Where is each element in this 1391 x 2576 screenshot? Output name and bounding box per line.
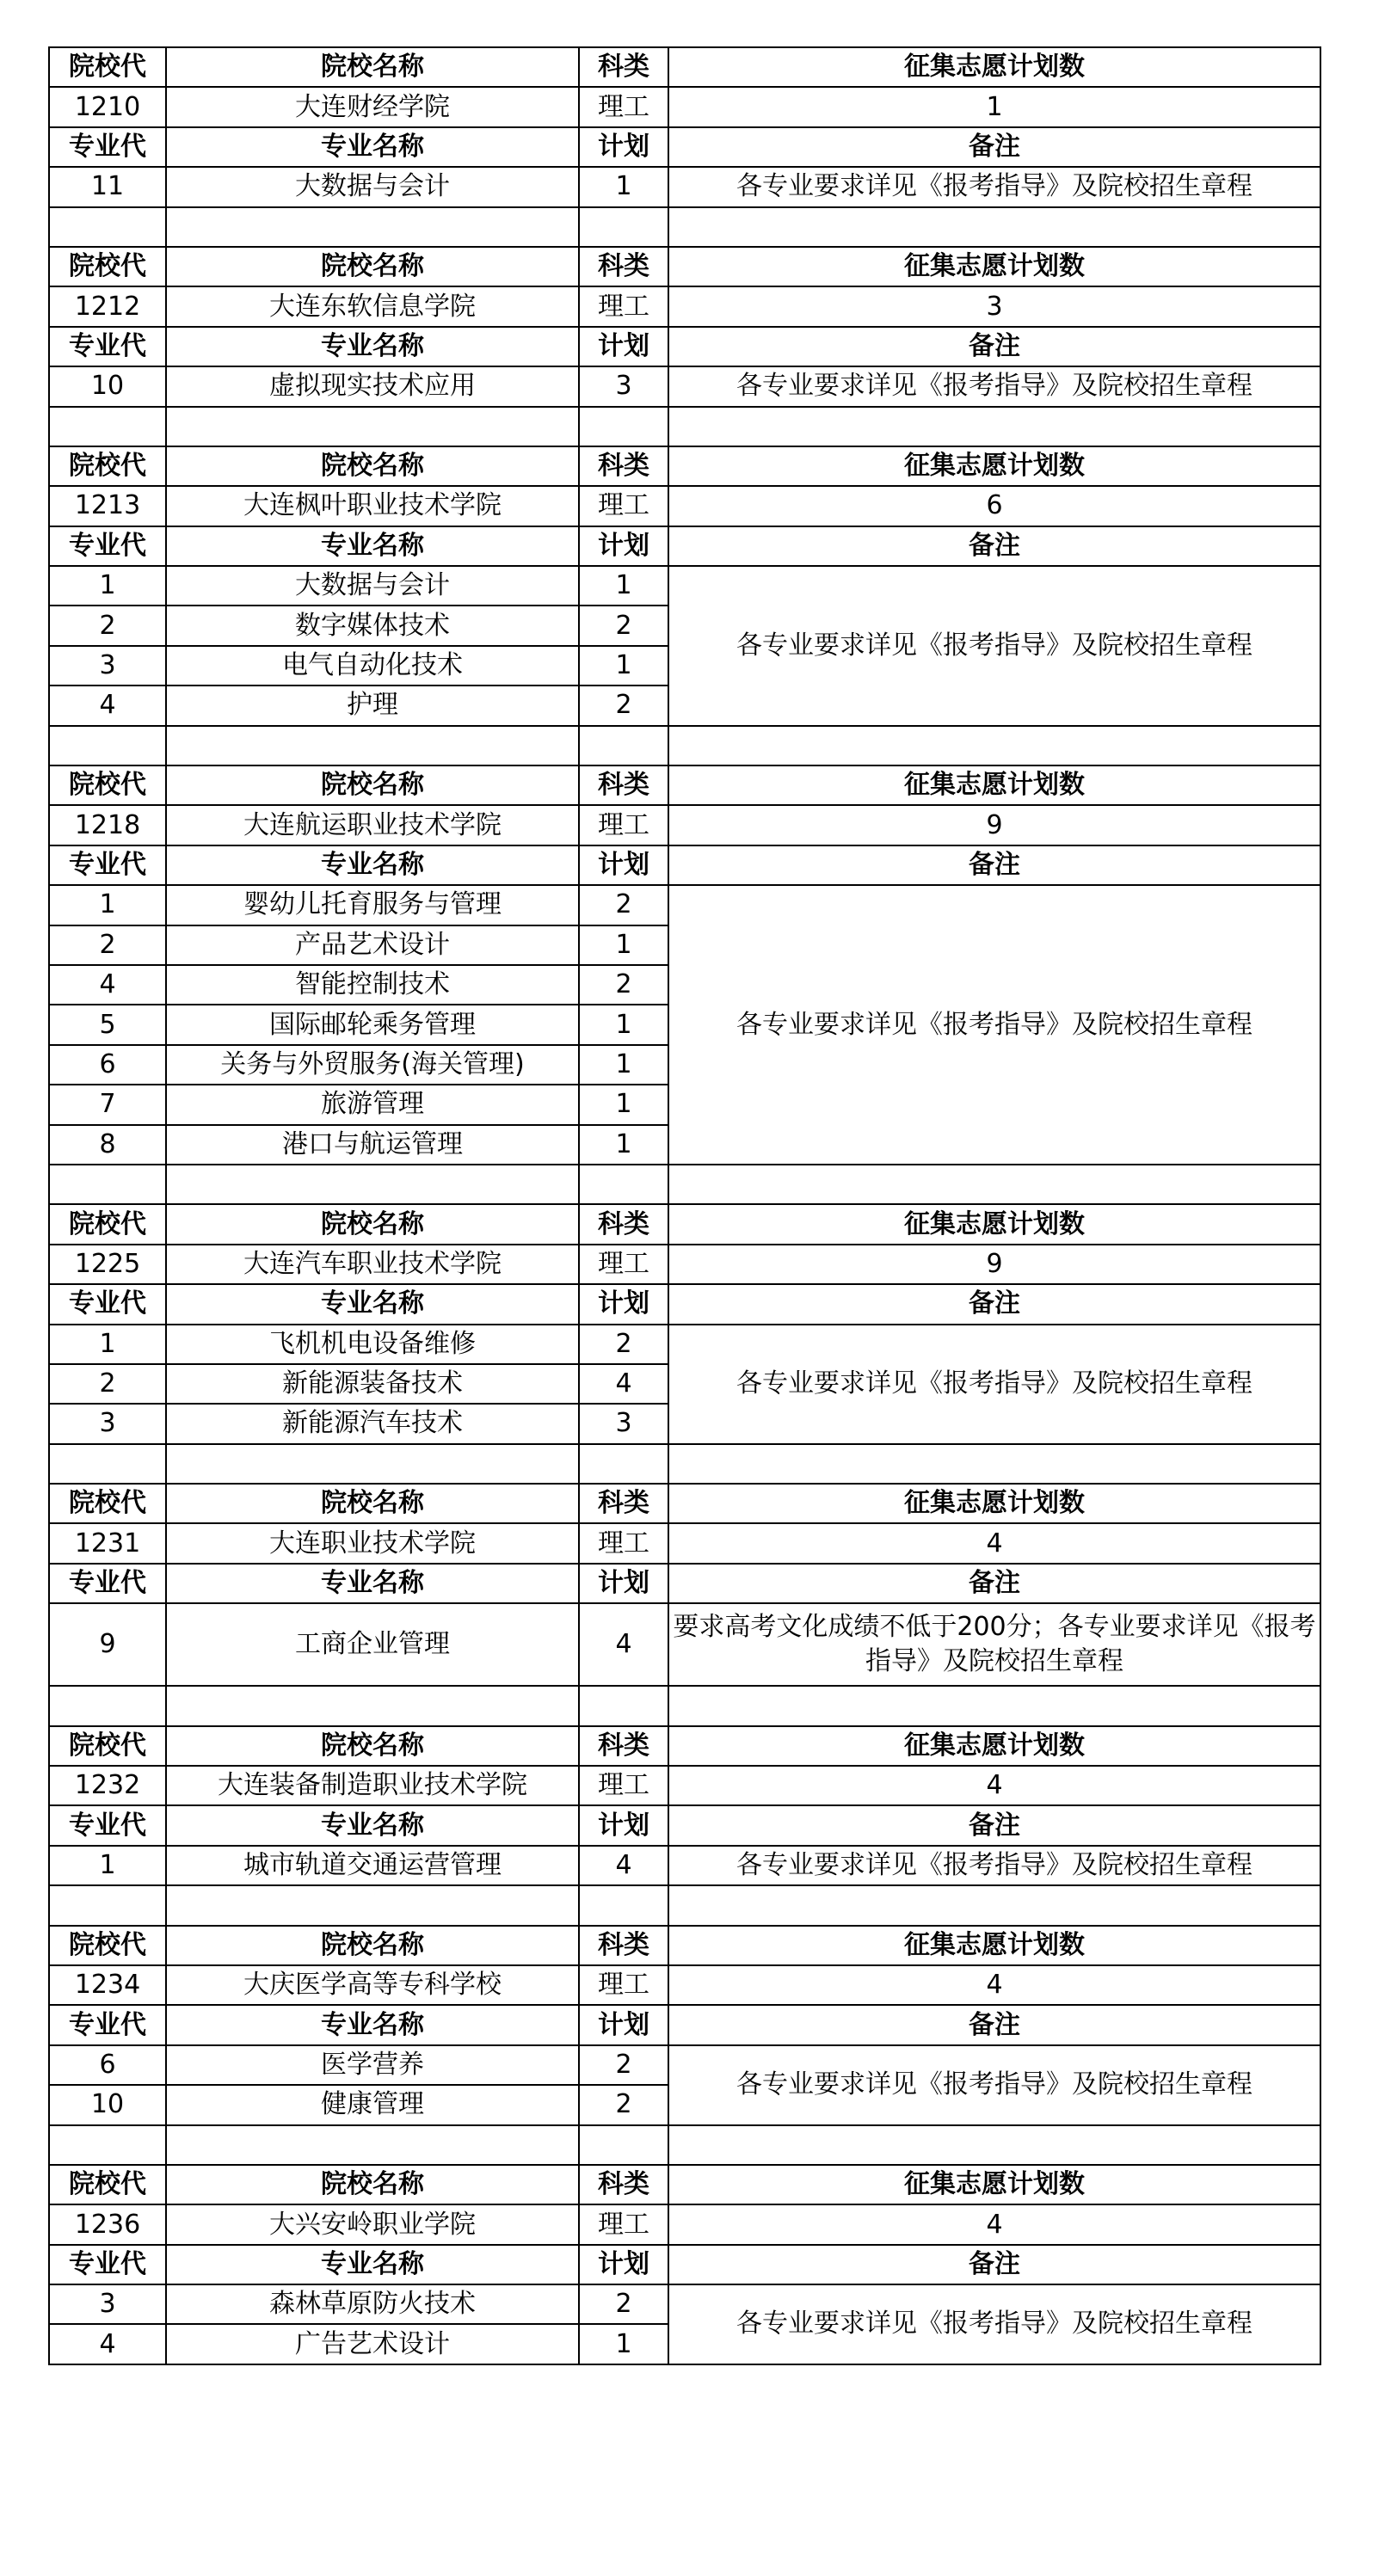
major-row	[49, 366, 1320, 406]
remarks-cell: 各专业要求详见《报考指导》及院校招生章程	[668, 1325, 1320, 1444]
major-plan: 4	[579, 1846, 668, 1885]
major-name: 智能控制技术	[166, 965, 579, 1005]
remarks-cell: 各专业要求详见《报考指导》及院校招生章程	[668, 1846, 1320, 1885]
school-code-header: 院校代	[49, 2165, 166, 2204]
school-category: 理工	[579, 286, 668, 326]
major-name: 婴幼儿托育服务与管理	[166, 885, 579, 925]
school-code: 1213	[49, 486, 166, 526]
plan-header: 计划	[579, 2005, 668, 2044]
remarks-header: 备注	[668, 2245, 1320, 2284]
school-category: 理工	[579, 1965, 668, 2005]
major-code: 2	[49, 1364, 166, 1404]
major-code: 3	[49, 646, 166, 685]
spacer-cell	[49, 1686, 166, 1725]
school-name: 大连职业技术学院	[166, 1523, 579, 1563]
school-code-header: 院校代	[49, 1204, 166, 1244]
major-code: 7	[49, 1085, 166, 1124]
spacer-cell	[668, 2125, 1320, 2165]
major-plan: 1	[579, 167, 668, 206]
category-header: 科类	[579, 1204, 668, 1244]
spacer-cell	[49, 207, 166, 247]
plan-count-header: 征集志愿计划数	[668, 1926, 1320, 1965]
school-name: 大兴安岭职业学院	[166, 2204, 579, 2244]
major-code: 4	[49, 965, 166, 1005]
major-plan: 2	[579, 2284, 668, 2324]
plan-header: 计划	[579, 2245, 668, 2284]
major-code: 4	[49, 2324, 166, 2364]
school-code: 1218	[49, 805, 166, 845]
major-name: 飞机机电设备维修	[166, 1325, 579, 1364]
spacer-cell	[668, 407, 1320, 446]
school-name: 大连财经学院	[166, 87, 579, 126]
major-name: 工商企业管理	[166, 1603, 579, 1686]
remarks-header: 备注	[668, 1284, 1320, 1324]
spacer-row	[49, 1686, 1320, 1725]
major-code: 6	[49, 1045, 166, 1085]
school-header-row	[49, 765, 1320, 805]
major-plan: 4	[579, 1364, 668, 1404]
plan-count-header: 征集志愿计划数	[668, 1484, 1320, 1523]
spacer-cell	[166, 1686, 579, 1725]
school-category: 理工	[579, 1766, 668, 1805]
major-code: 1	[49, 1325, 166, 1364]
plan-count-header: 征集志愿计划数	[668, 1204, 1320, 1244]
major-name-header: 专业名称	[166, 1564, 579, 1603]
school-code: 1232	[49, 1766, 166, 1805]
major-row	[49, 2045, 1320, 2085]
spacer-cell	[579, 1165, 668, 1204]
school-name: 大连枫叶职业技术学院	[166, 486, 579, 526]
plan-header: 计划	[579, 1284, 668, 1324]
school-plan-total: 4	[668, 2204, 1320, 2244]
major-name: 新能源汽车技术	[166, 1404, 579, 1443]
spacer-cell	[668, 726, 1320, 765]
school-code: 1210	[49, 87, 166, 126]
major-name-header: 专业名称	[166, 127, 579, 167]
major-name: 虚拟现实技术应用	[166, 366, 579, 406]
major-plan: 2	[579, 2045, 668, 2085]
spacer-cell	[579, 207, 668, 247]
school-category: 理工	[579, 1245, 668, 1284]
school-name-header: 院校名称	[166, 1926, 579, 1965]
plan-count-header: 征集志愿计划数	[668, 1726, 1320, 1766]
admission-plan-table	[48, 46, 1321, 2365]
school-info-row	[49, 1245, 1320, 1284]
spacer-row	[49, 726, 1320, 765]
major-code: 3	[49, 2284, 166, 2324]
major-name-header: 专业名称	[166, 1284, 579, 1324]
plan-count-header: 征集志愿计划数	[668, 2165, 1320, 2204]
remarks-cell: 各专业要求详见《报考指导》及院校招生章程	[668, 885, 1320, 1165]
major-code-header: 专业代	[49, 127, 166, 167]
school-plan-total: 4	[668, 1965, 1320, 2005]
school-header-row	[49, 1726, 1320, 1766]
school-category: 理工	[579, 805, 668, 845]
major-name: 新能源装备技术	[166, 1364, 579, 1404]
major-header-row	[49, 1805, 1320, 1845]
major-name-header: 专业名称	[166, 327, 579, 366]
major-row	[49, 1325, 1320, 1364]
major-row	[49, 885, 1320, 925]
spacer-cell	[49, 2125, 166, 2165]
major-plan: 3	[579, 366, 668, 406]
school-code: 1234	[49, 1965, 166, 2005]
school-category: 理工	[579, 87, 668, 126]
spacer-cell	[49, 726, 166, 765]
major-code: 3	[49, 1404, 166, 1443]
major-plan: 2	[579, 885, 668, 925]
category-header: 科类	[579, 1926, 668, 1965]
remarks-cell: 各专业要求详见《报考指导》及院校招生章程	[668, 2284, 1320, 2364]
table-body	[49, 47, 1320, 2364]
major-code-header: 专业代	[49, 1805, 166, 1845]
school-info-row	[49, 286, 1320, 326]
category-header: 科类	[579, 1726, 668, 1766]
category-header: 科类	[579, 47, 668, 87]
major-header-row	[49, 1284, 1320, 1324]
school-header-row	[49, 47, 1320, 87]
major-code-header: 专业代	[49, 526, 166, 566]
major-row	[49, 167, 1320, 206]
school-info-row	[49, 1523, 1320, 1563]
major-name: 护理	[166, 685, 579, 725]
school-name-header: 院校名称	[166, 1484, 579, 1523]
major-name: 数字媒体技术	[166, 606, 579, 645]
major-name-header: 专业名称	[166, 1805, 579, 1845]
major-header-row	[49, 2245, 1320, 2284]
major-plan: 1	[579, 1045, 668, 1085]
school-plan-total: 3	[668, 286, 1320, 326]
major-code: 2	[49, 925, 166, 965]
spacer-cell	[166, 726, 579, 765]
major-plan: 3	[579, 1404, 668, 1443]
school-code: 1225	[49, 1245, 166, 1284]
major-name: 国际邮轮乘务管理	[166, 1005, 579, 1044]
major-name: 港口与航运管理	[166, 1125, 579, 1165]
category-header: 科类	[579, 765, 668, 805]
major-header-row	[49, 845, 1320, 885]
plan-header: 计划	[579, 1564, 668, 1603]
remarks-header: 备注	[668, 1564, 1320, 1603]
major-code: 4	[49, 685, 166, 725]
spacer-cell	[166, 2125, 579, 2165]
remarks-header: 备注	[668, 526, 1320, 566]
major-plan: 2	[579, 965, 668, 1005]
major-name: 产品艺术设计	[166, 925, 579, 965]
major-header-row	[49, 327, 1320, 366]
spacer-cell	[668, 1686, 1320, 1725]
major-code: 1	[49, 885, 166, 925]
major-name-header: 专业名称	[166, 2245, 579, 2284]
school-name-header: 院校名称	[166, 47, 579, 87]
school-name: 大连汽车职业技术学院	[166, 1245, 579, 1284]
major-code: 5	[49, 1005, 166, 1044]
spacer-cell	[49, 1444, 166, 1484]
major-plan: 1	[579, 1125, 668, 1165]
major-plan: 1	[579, 566, 668, 606]
spacer-row	[49, 207, 1320, 247]
major-plan: 1	[579, 1085, 668, 1124]
category-header: 科类	[579, 1484, 668, 1523]
school-plan-total: 9	[668, 805, 1320, 845]
plan-header: 计划	[579, 1805, 668, 1845]
spacer-cell	[668, 1165, 1320, 1204]
spacer-row	[49, 1444, 1320, 1484]
school-plan-total: 4	[668, 1766, 1320, 1805]
school-header-row	[49, 247, 1320, 286]
spacer-cell	[49, 1165, 166, 1204]
school-code: 1212	[49, 286, 166, 326]
major-code-header: 专业代	[49, 1284, 166, 1324]
major-name-header: 专业名称	[166, 845, 579, 885]
school-code-header: 院校代	[49, 247, 166, 286]
major-name: 电气自动化技术	[166, 646, 579, 685]
spacer-cell	[668, 207, 1320, 247]
spacer-cell	[166, 207, 579, 247]
major-code-header: 专业代	[49, 327, 166, 366]
major-row	[49, 1603, 1320, 1686]
major-code-header: 专业代	[49, 845, 166, 885]
spacer-cell	[49, 1885, 166, 1925]
major-plan: 1	[579, 2324, 668, 2364]
major-code: 2	[49, 606, 166, 645]
plan-count-header: 征集志愿计划数	[668, 765, 1320, 805]
major-code-header: 专业代	[49, 2245, 166, 2284]
major-name: 关务与外贸服务(海关管理)	[166, 1045, 579, 1085]
remarks-cell: 各专业要求详见《报考指导》及院校招生章程	[668, 566, 1320, 726]
remarks-header: 备注	[668, 327, 1320, 366]
major-header-row	[49, 1564, 1320, 1603]
major-name: 医学营养	[166, 2045, 579, 2085]
spacer-cell	[166, 1165, 579, 1204]
spacer-cell	[668, 1885, 1320, 1925]
school-code-header: 院校代	[49, 47, 166, 87]
spacer-cell	[579, 1444, 668, 1484]
major-plan: 2	[579, 1325, 668, 1364]
plan-count-header: 征集志愿计划数	[668, 446, 1320, 486]
school-plan-total: 1	[668, 87, 1320, 126]
school-info-row	[49, 486, 1320, 526]
spacer-cell	[166, 407, 579, 446]
spacer-cell	[166, 1444, 579, 1484]
plan-count-header: 征集志愿计划数	[668, 47, 1320, 87]
major-name: 大数据与会计	[166, 566, 579, 606]
school-info-row	[49, 87, 1320, 126]
major-header-row	[49, 127, 1320, 167]
major-code: 1	[49, 566, 166, 606]
major-code: 9	[49, 1603, 166, 1686]
school-code-header: 院校代	[49, 446, 166, 486]
plan-header: 计划	[579, 526, 668, 566]
school-category: 理工	[579, 2204, 668, 2244]
school-header-row	[49, 2165, 1320, 2204]
school-plan-total: 6	[668, 486, 1320, 526]
major-plan: 1	[579, 1005, 668, 1044]
major-header-row	[49, 2005, 1320, 2044]
school-header-row	[49, 1204, 1320, 1244]
major-plan: 1	[579, 925, 668, 965]
remarks-header: 备注	[668, 127, 1320, 167]
spacer-cell	[166, 1885, 579, 1925]
spacer-cell	[49, 407, 166, 446]
school-name: 大庆医学高等专科学校	[166, 1965, 579, 2005]
major-code-header: 专业代	[49, 1564, 166, 1603]
spacer-row	[49, 1885, 1320, 1925]
school-name: 大连航运职业技术学院	[166, 805, 579, 845]
spacer-cell	[579, 407, 668, 446]
major-row	[49, 2284, 1320, 2324]
remarks-cell: 要求高考文化成绩不低于200分；各专业要求详见《报考指导》及院校招生章程	[668, 1603, 1320, 1686]
major-code: 1	[49, 1846, 166, 1885]
remarks-header: 备注	[668, 845, 1320, 885]
major-name: 大数据与会计	[166, 167, 579, 206]
school-category: 理工	[579, 486, 668, 526]
major-code: 6	[49, 2045, 166, 2085]
major-plan: 2	[579, 2085, 668, 2124]
spacer-cell	[668, 1444, 1320, 1484]
school-code-header: 院校代	[49, 1484, 166, 1523]
major-plan: 2	[579, 606, 668, 645]
spacer-row	[49, 407, 1320, 446]
school-plan-total: 9	[668, 1245, 1320, 1284]
remarks-cell: 各专业要求详见《报考指导》及院校招生章程	[668, 2045, 1320, 2125]
major-name: 森林草原防火技术	[166, 2284, 579, 2324]
spacer-row	[49, 2125, 1320, 2165]
major-name-header: 专业名称	[166, 2005, 579, 2044]
category-header: 科类	[579, 2165, 668, 2204]
school-name-header: 院校名称	[166, 2165, 579, 2204]
major-plan: 1	[579, 646, 668, 685]
major-row	[49, 1846, 1320, 1885]
major-name-header: 专业名称	[166, 526, 579, 566]
category-header: 科类	[579, 247, 668, 286]
major-name: 城市轨道交通运营管理	[166, 1846, 579, 1885]
major-name: 旅游管理	[166, 1085, 579, 1124]
remarks-header: 备注	[668, 2005, 1320, 2044]
major-name: 广告艺术设计	[166, 2324, 579, 2364]
plan-header: 计划	[579, 327, 668, 366]
school-code-header: 院校代	[49, 1726, 166, 1766]
major-code: 10	[49, 366, 166, 406]
school-code: 1236	[49, 2204, 166, 2244]
major-code: 10	[49, 2085, 166, 2124]
school-name-header: 院校名称	[166, 1204, 579, 1244]
school-info-row	[49, 1965, 1320, 2005]
major-plan: 4	[579, 1603, 668, 1686]
category-header: 科类	[579, 446, 668, 486]
major-row	[49, 566, 1320, 606]
school-name-header: 院校名称	[166, 765, 579, 805]
major-code-header: 专业代	[49, 2005, 166, 2044]
spacer-row	[49, 1165, 1320, 1204]
school-code: 1231	[49, 1523, 166, 1563]
school-header-row	[49, 446, 1320, 486]
school-code-header: 院校代	[49, 1926, 166, 1965]
school-info-row	[49, 1766, 1320, 1805]
remarks-header: 备注	[668, 1805, 1320, 1845]
remarks-cell: 各专业要求详见《报考指导》及院校招生章程	[668, 366, 1320, 406]
remarks-cell: 各专业要求详见《报考指导》及院校招生章程	[668, 167, 1320, 206]
school-info-row	[49, 805, 1320, 845]
school-header-row	[49, 1484, 1320, 1523]
plan-header: 计划	[579, 127, 668, 167]
plan-header: 计划	[579, 845, 668, 885]
school-name: 大连东软信息学院	[166, 286, 579, 326]
plan-count-header: 征集志愿计划数	[668, 247, 1320, 286]
major-header-row	[49, 526, 1320, 566]
school-code-header: 院校代	[49, 765, 166, 805]
spacer-cell	[579, 1885, 668, 1925]
school-name-header: 院校名称	[166, 247, 579, 286]
school-header-row	[49, 1926, 1320, 1965]
school-name-header: 院校名称	[166, 1726, 579, 1766]
major-plan: 2	[579, 685, 668, 725]
major-code: 8	[49, 1125, 166, 1165]
school-info-row	[49, 2204, 1320, 2244]
major-code: 11	[49, 167, 166, 206]
school-name: 大连装备制造职业技术学院	[166, 1766, 579, 1805]
spacer-cell	[579, 1686, 668, 1725]
spacer-cell	[579, 726, 668, 765]
school-category: 理工	[579, 1523, 668, 1563]
spacer-cell	[579, 2125, 668, 2165]
school-plan-total: 4	[668, 1523, 1320, 1563]
school-name-header: 院校名称	[166, 446, 579, 486]
major-name: 健康管理	[166, 2085, 579, 2124]
